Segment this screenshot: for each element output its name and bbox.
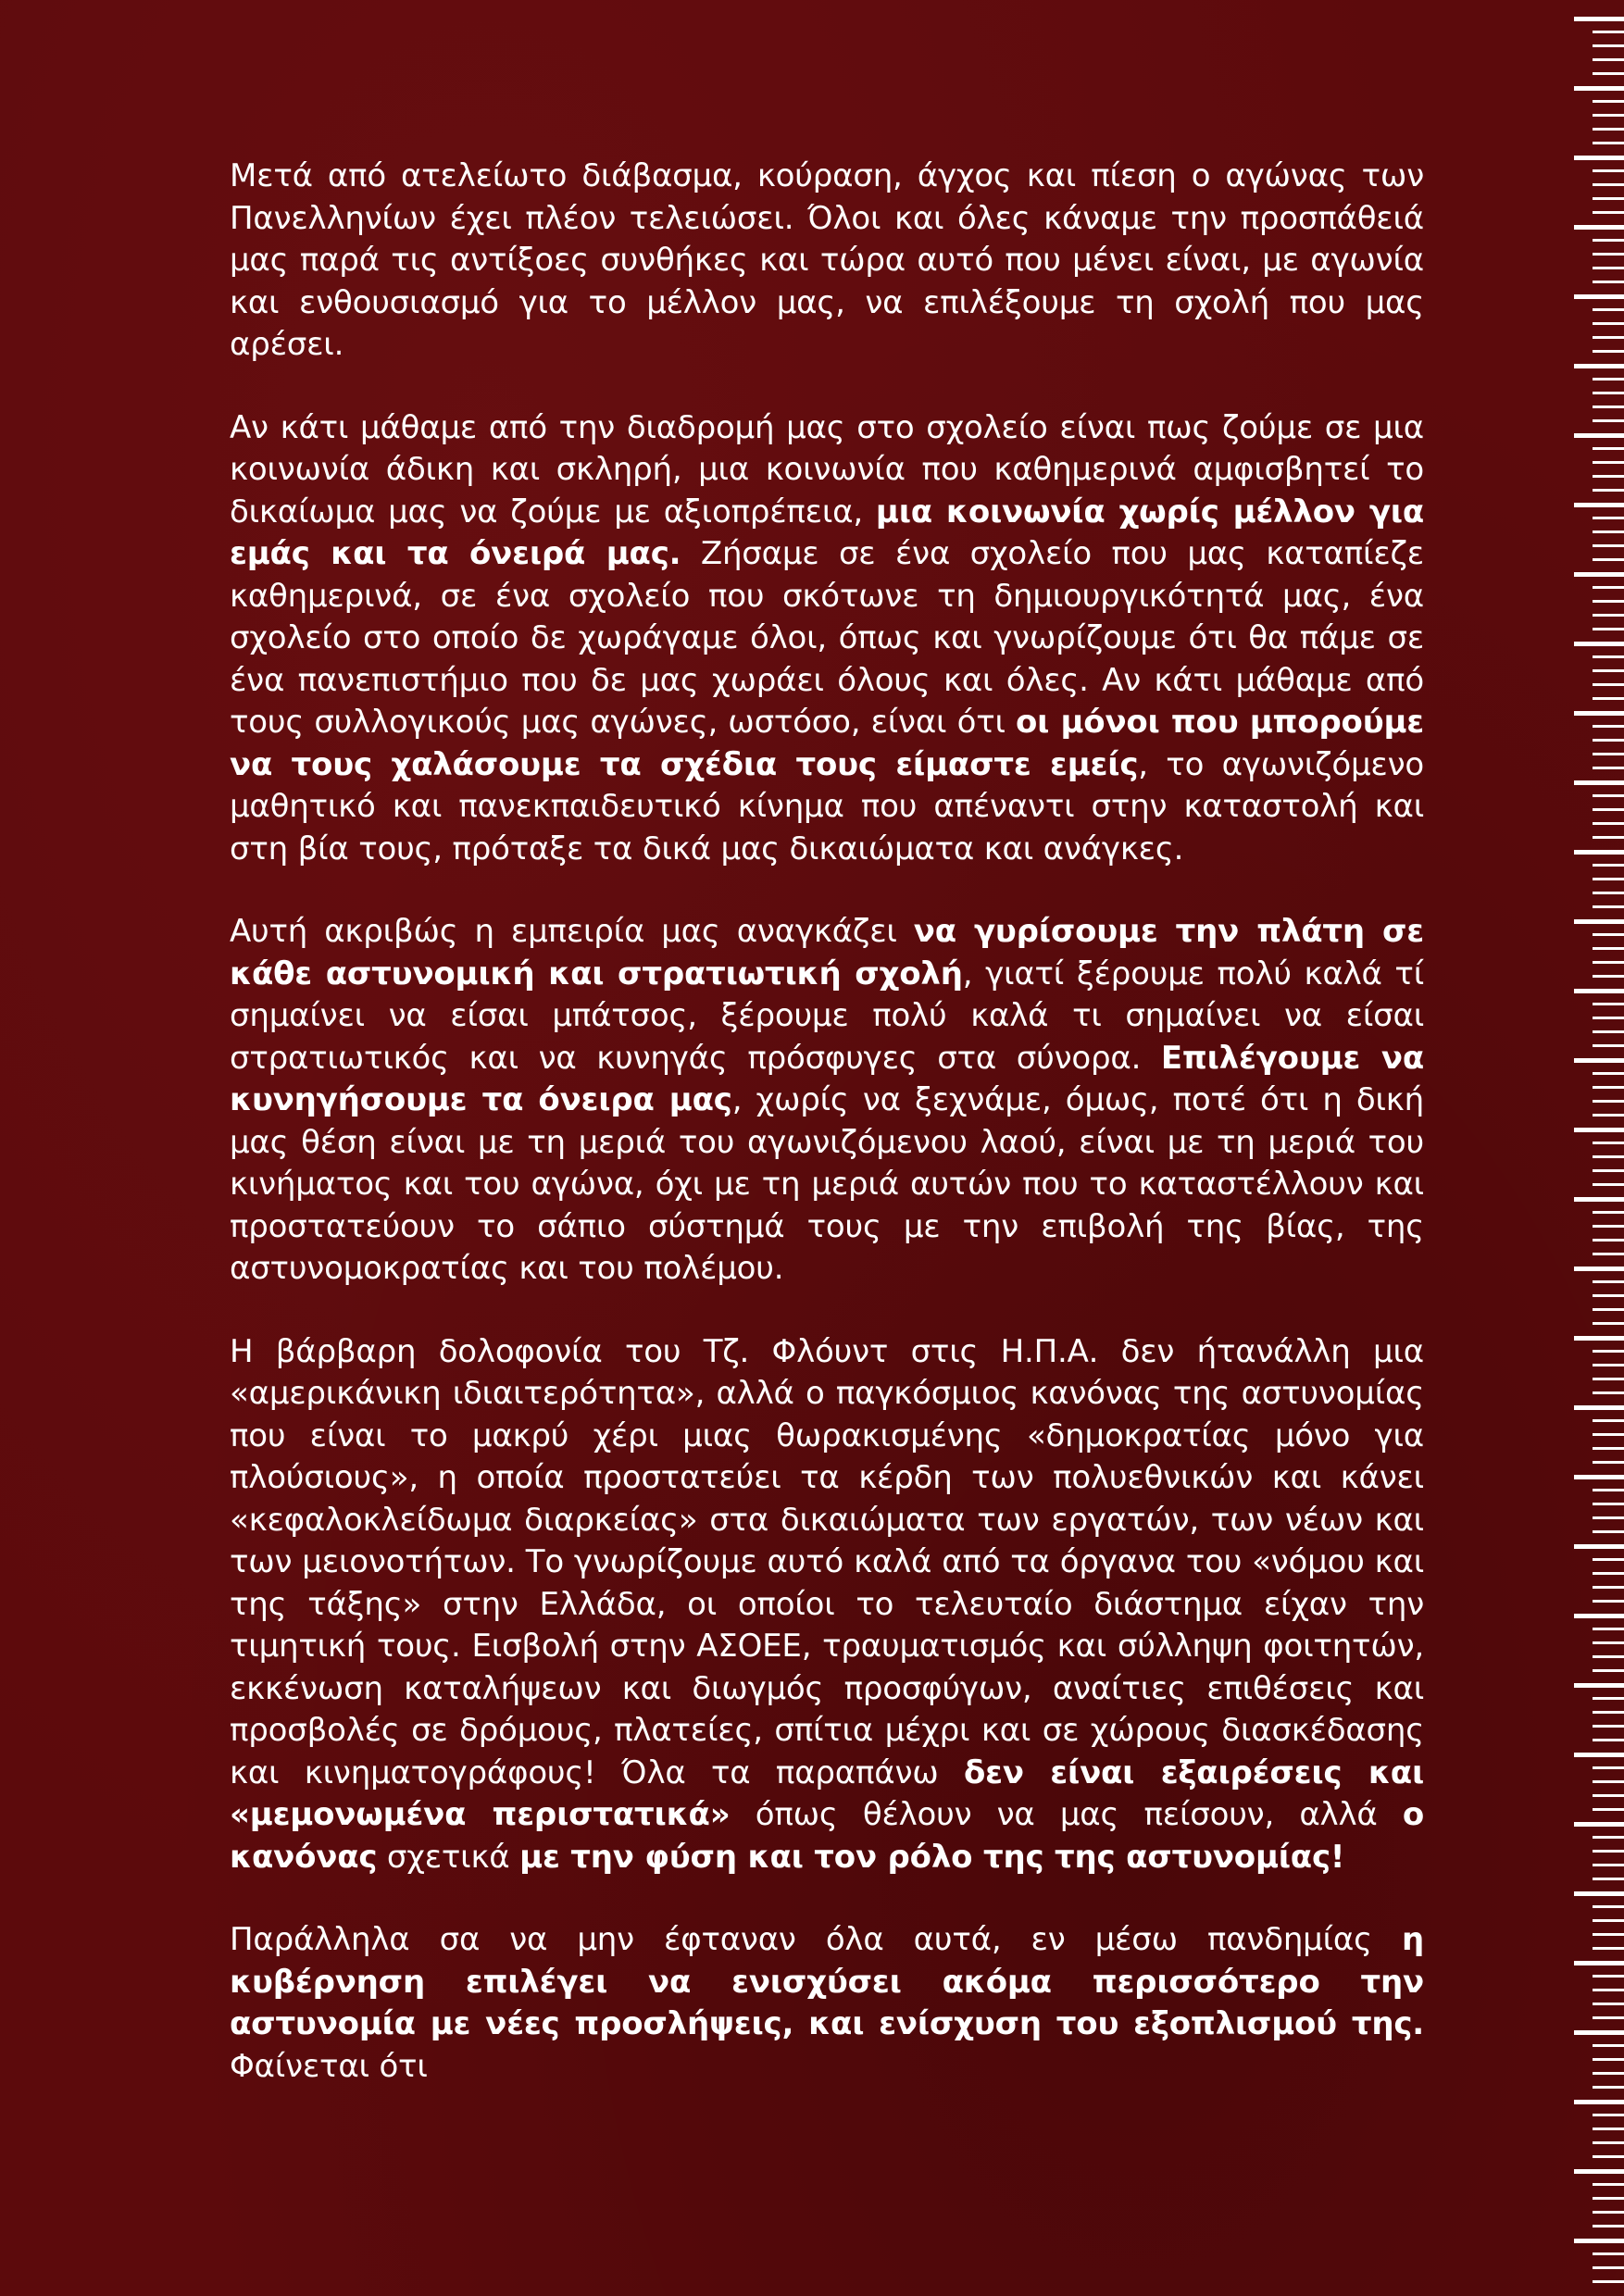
ruler-minor-tick <box>1593 1155 1624 1158</box>
ruler-minor-tick <box>1593 517 1624 519</box>
ruler-minor-tick <box>1593 1641 1624 1644</box>
ruler-minor-tick <box>1593 1655 1624 1658</box>
ruler-minor-tick <box>1593 892 1624 894</box>
ruler-minor-tick <box>1593 1780 1624 1783</box>
ruler-major-tick <box>1574 1336 1624 1341</box>
ruler-major-tick <box>1574 2239 1624 2243</box>
ruler-major-tick <box>1574 17 1624 21</box>
ruler-minor-tick <box>1593 628 1624 630</box>
ruler-minor-tick <box>1593 544 1624 547</box>
ruler-major-tick <box>1574 503 1624 507</box>
ruler-minor-tick <box>1593 1905 1624 1908</box>
ruler-minor-tick <box>1593 1253 1624 1255</box>
ruler-major-tick <box>1574 156 1624 160</box>
ruler-minor-tick <box>1593 1975 1624 1978</box>
ruler-minor-tick <box>1593 753 1624 755</box>
ruler-minor-tick <box>1593 836 1624 839</box>
ruler-minor-tick <box>1593 1447 1624 1450</box>
ruler-minor-tick <box>1593 1239 1624 1242</box>
body-text: Αν κάτι μάθαμε από την διαδρομή μας στο σχολείο είναι πως ζούμε σε μια κοινωνία άδικη και σκληρή, μια κοινωνία που καθημερινά αμφισβητεί το δικαίωμα μας να ζούμε με αξιοπρέπεια, <box>230 408 1424 530</box>
ruler-major-tick <box>1574 572 1624 577</box>
ruler-major-tick <box>1574 364 1624 368</box>
ruler-decoration <box>1574 0 1624 2296</box>
ruler-major-tick <box>1574 1197 1624 1202</box>
ruler-minor-tick <box>1593 1808 1624 1811</box>
bold-text: μια κοινωνία χωρίς μέλλον για εμάς και τα όνειρά μας. <box>230 493 1424 572</box>
paragraph-2 <box>230 407 1424 871</box>
ruler-minor-tick <box>1593 1489 1624 1491</box>
ruler-minor-tick <box>1593 2211 1624 2214</box>
body-text: Ζήσαμε σε ένα σχολείο που μας καταπίεζε καθημερινά, σε ένα σχολείο που σκότωνε τη δημιουργικότητά μας, ένα σχολείο στο οποίο δε χωράγαμε όλοι, όπως και γνωρίζουμε ότι θα πάμε σε ένα πανεπιστήμιο που δε μας χωράει όλους και όλες. Αν κάτι μάθαμε από τους συλλογικούς μας αγώνες, ωστόσο, είναι ότι <box>230 535 1424 741</box>
body-text: , χωρίς να ξεχνάμε, όμως, ποτέ ότι η δική μας θέση είναι με τη μεριά του αγωνιζόμενου λαού, είναι με τη μεριά του κινήματος και του αγώνα, όχι με τη μεριά αυτών που το καταστέλλουν και προστατεύουν το σάπιο σύστημά τους με την επιβολή της βίας, της αστυνομοκρατίας και του πολέμου. <box>230 1081 1424 1287</box>
ruler-minor-tick <box>1593 1017 1624 1019</box>
ruler-minor-tick <box>1593 197 1624 200</box>
ruler-minor-tick <box>1593 1878 1624 1880</box>
ruler-minor-tick <box>1593 378 1624 381</box>
ruler-minor-tick <box>1593 1919 1624 1922</box>
ruler-minor-tick <box>1593 1003 1624 1005</box>
ruler-minor-tick <box>1593 336 1624 339</box>
ruler-major-tick <box>1574 711 1624 716</box>
body-text: Αυτή ακριβώς η εμπειρία μας αναγκάζει <box>230 913 914 950</box>
ruler-minor-tick <box>1593 114 1624 117</box>
ruler-major-tick <box>1574 1822 1624 1827</box>
body-text: Παράλληλα σα να μην έφταναν όλα αυτά, εν μέσω πανδημίας <box>230 1921 1402 1958</box>
ruler-minor-tick <box>1593 2114 1624 2116</box>
ruler-minor-tick <box>1593 1739 1624 1741</box>
ruler-minor-tick <box>1593 489 1624 492</box>
ruler-minor-tick <box>1593 1350 1624 1353</box>
ruler-minor-tick <box>1593 169 1624 172</box>
ruler-minor-tick <box>1593 1225 1624 1228</box>
ruler-minor-tick <box>1593 600 1624 603</box>
ruler-minor-tick <box>1593 1322 1624 1325</box>
ruler-major-tick <box>1574 919 1624 924</box>
bold-text: ο κανόνας <box>230 1796 1424 1876</box>
body-text: όπως θέλουν να μας πείσουν, αλλά <box>730 1796 1403 1833</box>
ruler-minor-tick <box>1593 72 1624 75</box>
ruler-minor-tick <box>1593 350 1624 353</box>
ruler-minor-tick <box>1593 475 1624 478</box>
ruler-minor-tick <box>1593 975 1624 978</box>
ruler-minor-tick <box>1593 44 1624 47</box>
bold-text: να γυρίσουμε την πλάτη σε κάθε αστυνομική και στρατιωτική σχολή <box>230 913 1424 992</box>
ruler-minor-tick <box>1593 1364 1624 1366</box>
ruler-minor-tick <box>1593 2044 1624 2047</box>
bold-text: οι μόνοι που μπορούμε να τους χαλάσουμε τα σχέδια τους είμαστε εμείς <box>230 704 1424 783</box>
ruler-major-tick <box>1574 1058 1624 1063</box>
ruler-minor-tick <box>1593 1142 1624 1144</box>
ruler-minor-tick <box>1593 1086 1624 1089</box>
ruler-minor-tick <box>1593 1669 1624 1672</box>
body-text: Η βάρβαρη δολοφονία του Τζ. Φλόυντ στις Η.Π.Α. δεν ήτανάλλη μια «αμερικάνικη ιδιαιτερότητα», αλλά ο παγκόσμιος κανόνας της αστυνομίας που είναι το μακρύ χέρι μιας θωρακισμένης «δημοκρατίας μόνο για πλούσιους», η οποία προστατεύει τα κέρδη των πολυεθνικών και κάνει «κεφαλοκλείδωμα διαρκείας» στα δικαιώματα των εργατών, των νέων και των μειονοτήτων. Το γνωρίζουμε αυτό καλά από τα όργανα του «νόμου και της τάξης» στην Ελλάδα, οι οποίοι το τελευταίο διάστημα είχαν την τιμητική τους. Εισβολή στην ΑΣΟΕΕ, τραυματισμός και σύλληψη φοιτητών, εκκένωση καταλήψεων και διωγμός προσφύγων, αναίτιες επιθέσεις και προσβολές σε δρόμους, πλατείες, σπίτια μέχρι και σε χώρους διασκέδασης και κινηματογράφους! Όλα τα παραπάνω <box>230 1332 1424 1791</box>
ruler-minor-tick <box>1593 253 1624 256</box>
ruler-minor-tick <box>1593 392 1624 394</box>
ruler-major-tick <box>1574 1405 1624 1410</box>
ruler-major-tick <box>1574 1961 1624 1965</box>
ruler-minor-tick <box>1593 2141 1624 2144</box>
ruler-major-tick <box>1574 294 1624 299</box>
bold-text: δεν είναι εξαιρέσεις και «μεμονωμένα περιστατικά» <box>230 1753 1425 1833</box>
ruler-major-tick <box>1574 1267 1624 1271</box>
ruler-minor-tick <box>1593 1280 1624 1283</box>
ruler-minor-tick <box>1593 1419 1624 1422</box>
bold-text: Επιλέγουμε να κυνηγήσουμε τα όνειρα μας <box>230 1039 1424 1118</box>
ruler-minor-tick <box>1593 128 1624 131</box>
ruler-minor-tick <box>1593 419 1624 422</box>
ruler-minor-tick <box>1593 614 1624 617</box>
ruler-minor-tick <box>1593 58 1624 61</box>
ruler-minor-tick <box>1593 2266 1624 2269</box>
ruler-minor-tick <box>1593 308 1624 311</box>
ruler-minor-tick <box>1593 1572 1624 1575</box>
ruler-minor-tick <box>1593 1183 1624 1186</box>
ruler-major-tick <box>1574 1128 1624 1132</box>
ruler-minor-tick <box>1593 822 1624 825</box>
ruler-minor-tick <box>1593 961 1624 964</box>
ruler-minor-tick <box>1593 933 1624 936</box>
ruler-minor-tick <box>1593 739 1624 742</box>
ruler-minor-tick <box>1593 1516 1624 1519</box>
ruler-minor-tick <box>1593 1030 1624 1033</box>
ruler-minor-tick <box>1593 1503 1624 1505</box>
ruler-minor-tick <box>1593 655 1624 658</box>
ruler-major-tick <box>1574 1753 1624 1757</box>
paragraph-3 <box>230 911 1424 1291</box>
ruler-minor-tick <box>1593 447 1624 450</box>
ruler-major-tick <box>1574 1891 1624 1896</box>
ruler-minor-tick <box>1593 1989 1624 1991</box>
ruler-minor-tick <box>1593 530 1624 533</box>
ruler-minor-tick <box>1593 1697 1624 1700</box>
ruler-minor-tick <box>1593 1169 1624 1172</box>
ruler-minor-tick <box>1593 683 1624 686</box>
ruler-minor-tick <box>1593 267 1624 269</box>
paragraph-5 <box>230 1919 1424 2088</box>
ruler-minor-tick <box>1593 1308 1624 1311</box>
ruler-minor-tick <box>1593 1391 1624 1394</box>
ruler-minor-tick <box>1593 406 1624 408</box>
ruler-major-tick <box>1574 2169 1624 2174</box>
ruler-major-tick <box>1574 1544 1624 1549</box>
ruler-minor-tick <box>1593 1072 1624 1075</box>
ruler-minor-tick <box>1593 100 1624 103</box>
text-column <box>230 156 1424 2128</box>
ruler-minor-tick <box>1593 794 1624 797</box>
ruler-major-tick <box>1574 2030 1624 2035</box>
ruler-minor-tick <box>1593 1378 1624 1380</box>
ruler-minor-tick <box>1593 1600 1624 1603</box>
ruler-minor-tick <box>1593 864 1624 867</box>
ruler-major-tick <box>1574 850 1624 855</box>
ruler-major-tick <box>1574 2100 1624 2104</box>
ruler-minor-tick <box>1593 1211 1624 1214</box>
body-text: σχετικά <box>377 1838 520 1876</box>
ruler-minor-tick <box>1593 31 1624 33</box>
ruler-minor-tick <box>1593 697 1624 700</box>
ruler-minor-tick <box>1593 2155 1624 2158</box>
ruler-major-tick <box>1574 1683 1624 1688</box>
ruler-minor-tick <box>1593 1586 1624 1589</box>
ruler-major-tick <box>1574 989 1624 993</box>
ruler-minor-tick <box>1593 183 1624 186</box>
ruler-minor-tick <box>1593 2197 1624 2200</box>
ruler-minor-tick <box>1593 1836 1624 1839</box>
ruler-minor-tick <box>1593 1433 1624 1436</box>
ruler-minor-tick <box>1593 2183 1624 2186</box>
ruler-minor-tick <box>1593 2128 1624 2130</box>
ruler-minor-tick <box>1593 2072 1624 2075</box>
ruler-minor-tick <box>1593 1044 1624 1047</box>
ruler-minor-tick <box>1593 905 1624 908</box>
ruler-minor-tick <box>1593 461 1624 464</box>
ruler-minor-tick <box>1593 1628 1624 1630</box>
ruler-minor-tick <box>1593 586 1624 589</box>
ruler-minor-tick <box>1593 2003 1624 2005</box>
ruler-minor-tick <box>1593 947 1624 950</box>
ruler-major-tick <box>1574 86 1624 91</box>
body-text: , το αγωνιζόμενο μαθητικό και πανεκπαιδευτικό κίνημα που απέναντι στην καταστολή και στη βία τους, πρόταξε τα δικά μας δικαιώματα και ανάγκες. <box>230 745 1424 867</box>
ruler-minor-tick <box>1593 1933 1624 1936</box>
body-text: , γιατί ξέρουμε πολύ καλά τί σημαίνει να είσαι μπάτσος, ξέρουμε πολύ καλά τι σημαίνει να είσαι στρατιωτικός και να κυνηγάς πρόσφυγες στα σύνορα. <box>230 955 1424 1077</box>
ruler-minor-tick <box>1593 1100 1624 1103</box>
ruler-minor-tick <box>1593 1461 1624 1464</box>
ruler-minor-tick <box>1593 142 1624 144</box>
ruler-minor-tick <box>1593 808 1624 811</box>
ruler-minor-tick <box>1593 1294 1624 1297</box>
ruler-major-tick <box>1574 780 1624 785</box>
ruler-minor-tick <box>1593 211 1624 214</box>
paragraph-4 <box>230 1331 1424 1879</box>
ruler-minor-tick <box>1593 1947 1624 1950</box>
ruler-major-tick <box>1574 433 1624 438</box>
ruler-minor-tick <box>1593 767 1624 769</box>
ruler-minor-tick <box>1593 1114 1624 1117</box>
ruler-minor-tick <box>1593 1530 1624 1533</box>
ruler-minor-tick <box>1593 2016 1624 2019</box>
ruler-minor-tick <box>1593 1864 1624 1866</box>
ruler-minor-tick <box>1593 322 1624 325</box>
body-text: Φαίνεται ότι <box>230 2047 428 2085</box>
ruler-minor-tick <box>1593 1794 1624 1797</box>
ruler-minor-tick <box>1593 558 1624 561</box>
ruler-minor-tick <box>1593 1725 1624 1728</box>
ruler-major-tick <box>1574 1475 1624 1479</box>
ruler-minor-tick <box>1593 1850 1624 1853</box>
body-text: Μετά από ατελείωτο διάβασμα, κούραση, άγχος και πίεση ο αγώνας των Πανελληνίων έχει πλέον τελειώσει. Όλοι και όλες κάναμε την προσπάθειά μας παρά τις αντίξοες συνθήκες και τώρα αυτό που μένει είναι, με αγωνία και ενθουσιασμό για το μέλλον μας, να επιλέξουμε τη σχολή που μας αρέσει. <box>230 157 1424 363</box>
ruler-minor-tick <box>1593 1558 1624 1561</box>
ruler-minor-tick <box>1593 1711 1624 1714</box>
ruler-minor-tick <box>1593 669 1624 672</box>
ruler-minor-tick <box>1593 878 1624 880</box>
ruler-minor-tick <box>1593 281 1624 283</box>
ruler-minor-tick <box>1593 2252 1624 2255</box>
ruler-minor-tick <box>1593 2058 1624 2061</box>
bold-text: η κυβέρνηση επιλέγει να ενισχύσει ακόμα περισσότερο την αστυνομία με νέες προσλήψεις, και ενίσχυση του εξοπλισμού της. <box>230 1921 1424 2042</box>
ruler-major-tick <box>1574 642 1624 646</box>
ruler-minor-tick <box>1593 2086 1624 2089</box>
ruler-major-tick <box>1574 225 1624 230</box>
ruler-major-tick <box>1574 1614 1624 1618</box>
ruler-minor-tick <box>1593 1766 1624 1769</box>
ruler-minor-tick <box>1593 239 1624 242</box>
ruler-minor-tick <box>1593 2225 1624 2227</box>
ruler-minor-tick <box>1593 725 1624 728</box>
ruler-minor-tick <box>1593 2280 1624 2283</box>
paragraph-1 <box>230 156 1424 367</box>
bold-text: με την φύση και τον ρόλο της της αστυνομίας! <box>519 1838 1345 1876</box>
